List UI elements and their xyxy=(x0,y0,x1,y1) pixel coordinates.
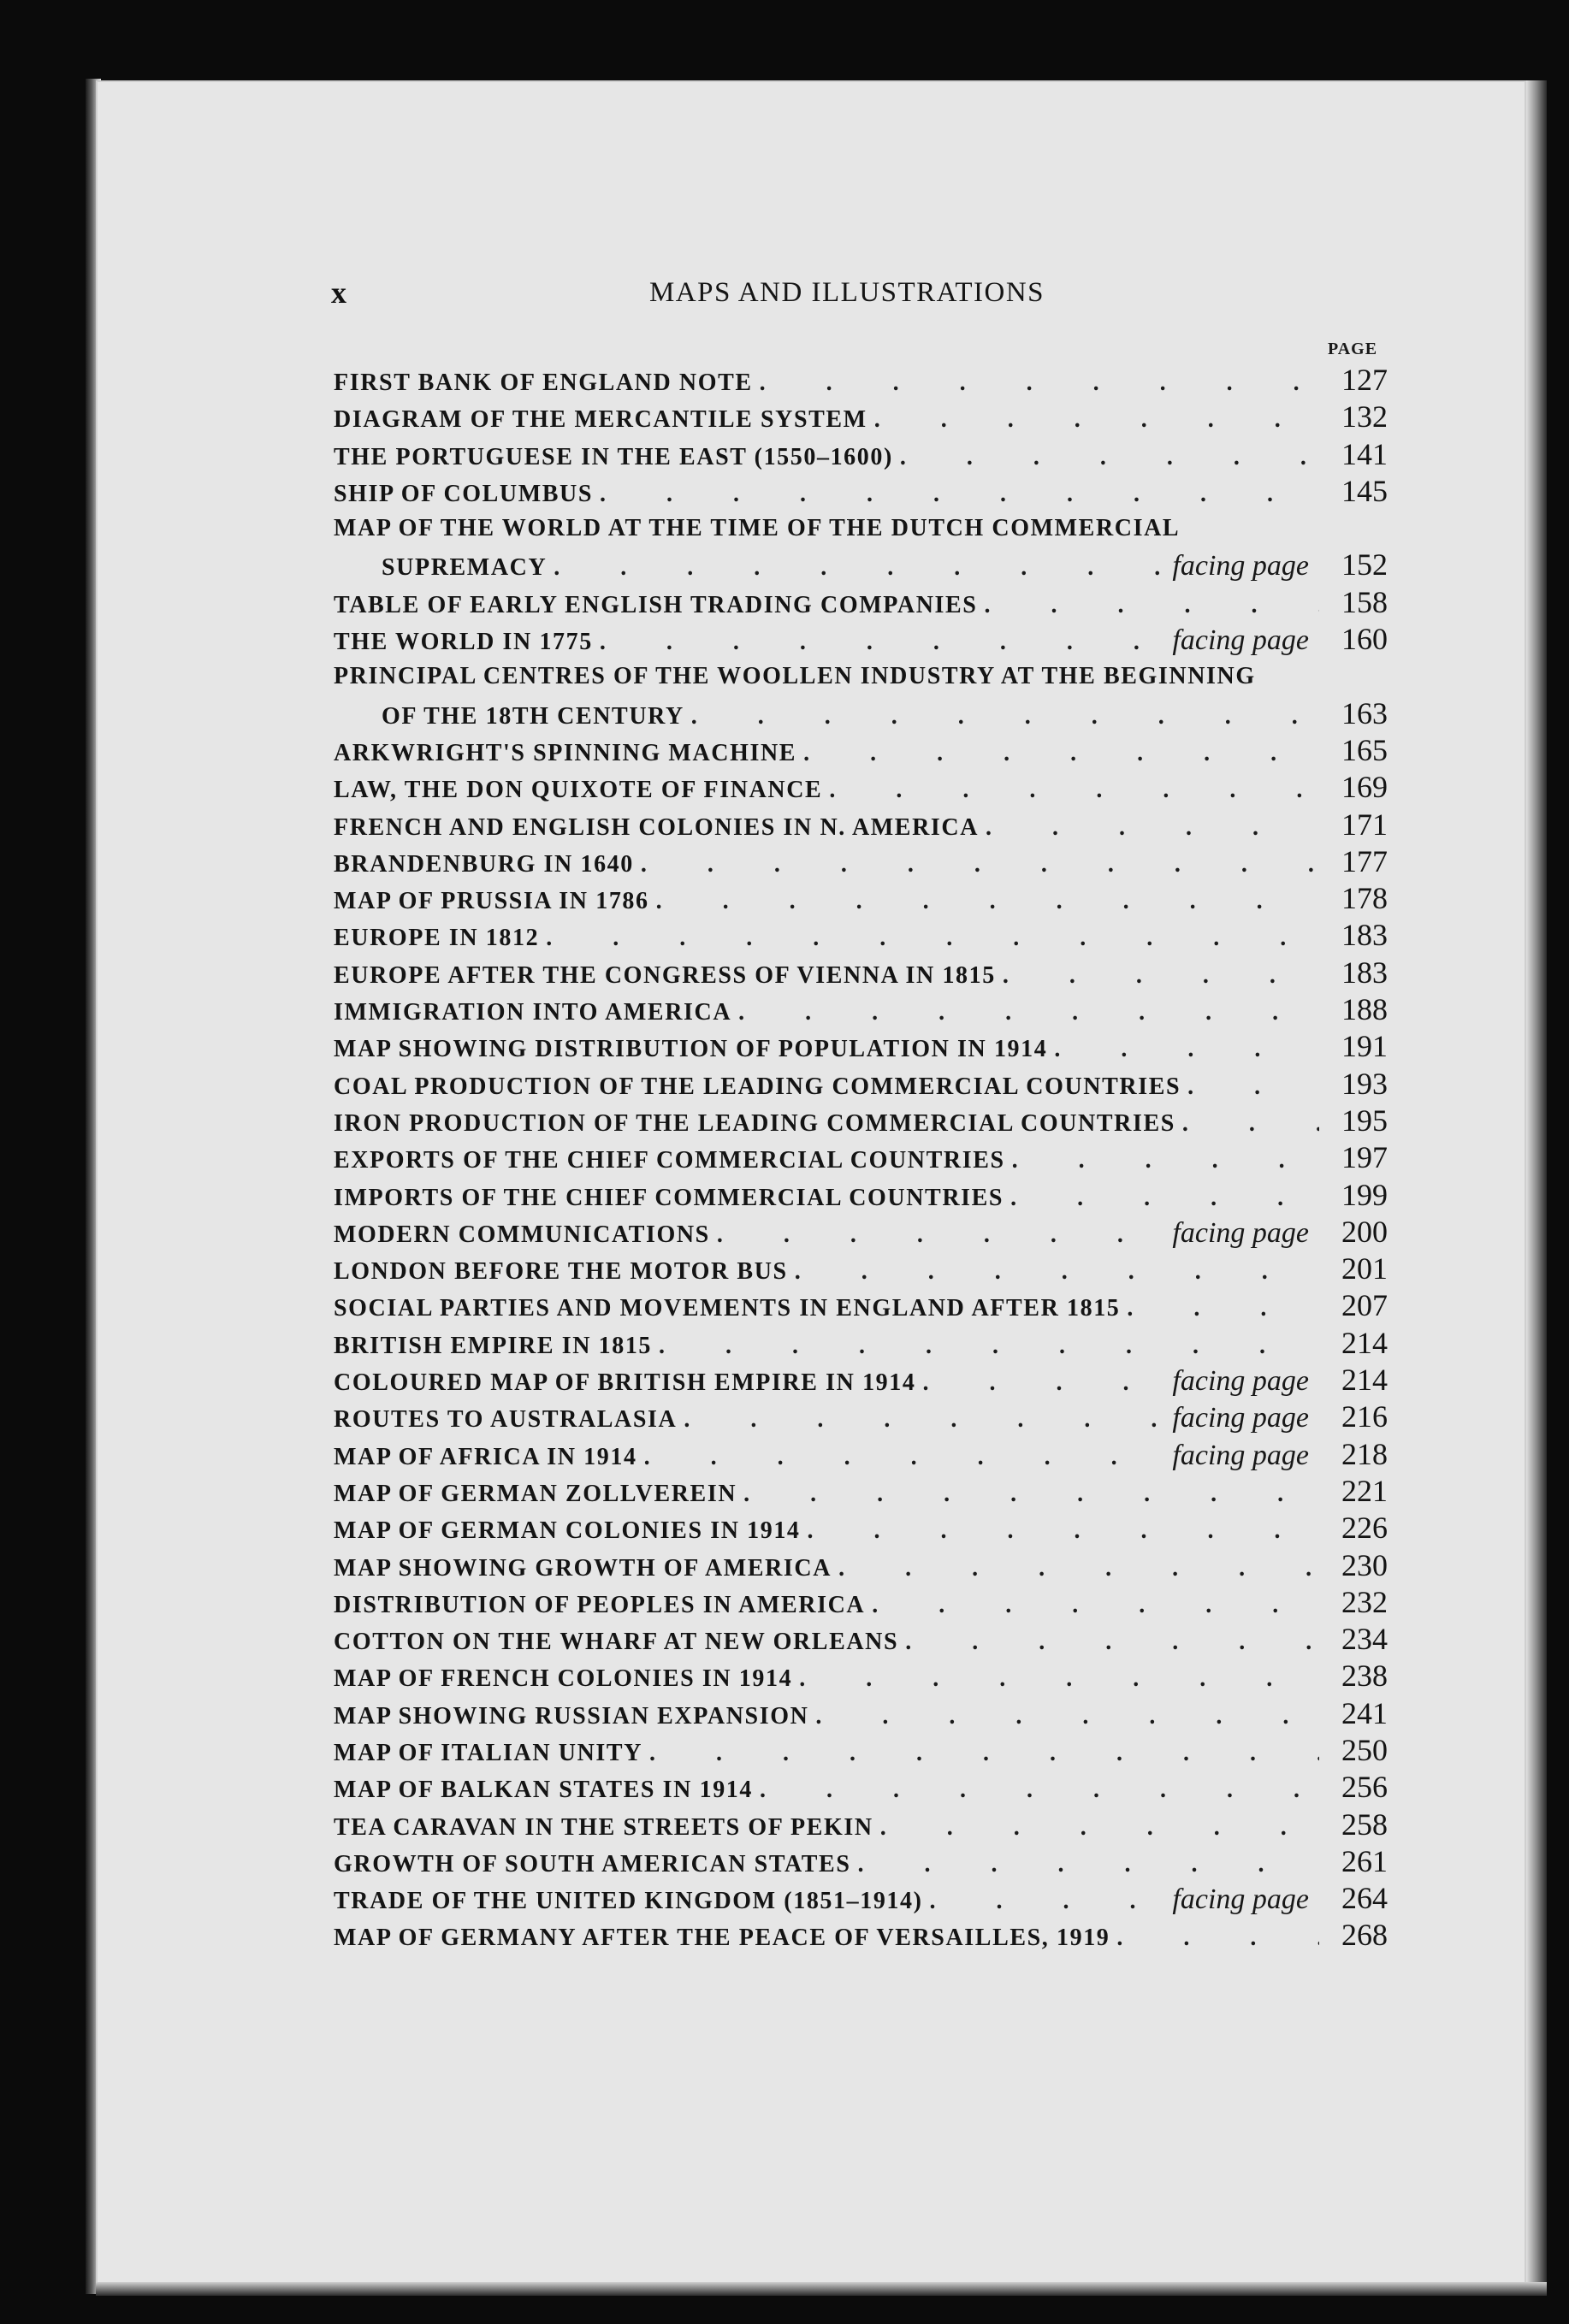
entry-title: EXPORTS OF THE CHIEF COMMERCIAL COUNTRIES xyxy=(334,1147,1005,1174)
entry-title: MAP OF GERMANY AFTER THE PEACE OF VERSAILLES, 1919 xyxy=(334,1925,1110,1952)
entry-title: MAP OF ITALIAN UNITY xyxy=(334,1739,643,1766)
entry-page-number: 165 xyxy=(1341,732,1388,767)
entry-page-number: 241 xyxy=(1341,1695,1388,1730)
entry-page-number: 199 xyxy=(1341,1177,1388,1212)
list-item xyxy=(334,1287,1388,1324)
entry-page-number: 234 xyxy=(1341,1622,1388,1657)
entry-title: SUPREMACY xyxy=(382,554,548,582)
entry-title: LAW, THE DON QUIXOTE OF FINANCE xyxy=(334,777,823,804)
list-item xyxy=(334,1436,1388,1473)
entry-page-number: 163 xyxy=(1341,695,1388,730)
entry-page-number: 258 xyxy=(1341,1807,1388,1842)
dot-leader xyxy=(649,1735,1319,1771)
list-item xyxy=(334,1177,1388,1214)
entry-page-number: 152 xyxy=(1341,547,1388,582)
entry-page-number: 132 xyxy=(1341,399,1388,435)
list-item xyxy=(334,1325,1388,1362)
list-item xyxy=(334,1807,1388,1843)
entry-title: MODERN COMMUNICATIONS xyxy=(334,1221,710,1248)
facing-page-note: facing page xyxy=(1172,1365,1309,1398)
dot-leader xyxy=(799,1660,1319,1697)
entry-title: ROUTES TO AUSTRALASIA xyxy=(334,1406,678,1434)
entry-title: IRON PRODUCTION OF THE LEADING COMMERCIAL COUNTRIES xyxy=(334,1109,1175,1137)
dot-leader xyxy=(900,439,1319,476)
list-item xyxy=(334,1103,1388,1139)
entry-title: GROWTH OF SOUTH AMERICAN STATES xyxy=(334,1850,851,1878)
list-item xyxy=(334,917,1388,954)
dot-leader xyxy=(815,1698,1319,1735)
entry-title: DIAGRAM OF THE MERCANTILE SYSTEM xyxy=(334,406,867,434)
dot-leader xyxy=(838,1550,1319,1587)
list-item xyxy=(334,1695,1388,1732)
facing-page-note: facing page xyxy=(1172,550,1309,582)
entry-title: MAP SHOWING RUSSIAN EXPANSION xyxy=(334,1702,809,1730)
dot-leader xyxy=(659,1328,1319,1364)
entry-title: IMPORTS OF THE CHIEF COMMERCIAL COUNTRIES xyxy=(334,1184,1004,1211)
entry-title: FIRST BANK OF ENGLAND NOTE xyxy=(334,370,753,396)
entry-title: MAP OF GERMAN ZOLLVEREIN xyxy=(334,1480,737,1507)
dot-leader xyxy=(880,1809,1319,1846)
list-item xyxy=(334,732,1388,769)
entry-title: ARKWRIGHT'S SPINNING MACHINE xyxy=(334,739,797,766)
dot-leader xyxy=(1012,1142,1319,1179)
dot-leader xyxy=(738,994,1319,1031)
entry-page-number: 158 xyxy=(1341,584,1388,619)
facing-page-note: facing page xyxy=(1172,1883,1309,1916)
entry-page-number: 193 xyxy=(1341,1066,1388,1101)
list-item xyxy=(334,1917,1388,1954)
dot-leader xyxy=(1054,1031,1319,1067)
list-item xyxy=(334,473,1388,510)
list-item xyxy=(334,1214,1388,1251)
entry-title: SOCIAL PARTIES AND MOVEMENTS IN ENGLAND AFTER 1815 xyxy=(334,1295,1121,1322)
entry-page-number: 238 xyxy=(1341,1659,1388,1694)
entry-title: COAL PRODUCTION OF THE LEADING COMMERCIAL COUNTRIES xyxy=(334,1073,1181,1100)
entry-page-number: 226 xyxy=(1341,1511,1388,1546)
dot-leader xyxy=(1187,1068,1319,1105)
dot-leader xyxy=(546,920,1319,956)
entry-page-number: 232 xyxy=(1341,1584,1388,1619)
entry-page-number: 200 xyxy=(1341,1214,1388,1249)
entry-page-number: 214 xyxy=(1341,1325,1388,1360)
dot-leader xyxy=(684,1401,1165,1438)
entry-page-number: 230 xyxy=(1341,1547,1388,1582)
entry-page-number: 127 xyxy=(1341,363,1388,397)
list-item xyxy=(334,1139,1388,1176)
list-item xyxy=(334,1399,1388,1435)
entry-page-number: 178 xyxy=(1341,881,1388,916)
list-item xyxy=(334,1510,1388,1546)
dot-leader xyxy=(984,587,1319,624)
list-item xyxy=(334,1732,1388,1769)
list-item xyxy=(334,621,1388,658)
entry-title: TRADE OF THE UNITED KINGDOM (1851–1914) xyxy=(334,1888,923,1915)
entry-page-number: 256 xyxy=(1341,1770,1388,1805)
entry-title: FRENCH AND ENGLISH COLONIES IN N. AMERICA xyxy=(334,813,980,841)
list-item xyxy=(334,1769,1388,1806)
list-item xyxy=(334,1547,1388,1584)
dot-leader xyxy=(986,809,1319,846)
entry-title: MAP OF BALKAN STATES IN 1914 xyxy=(334,1777,753,1804)
entry-title: IMMIGRATION INTO AMERICA xyxy=(334,999,732,1026)
list-item xyxy=(334,362,1388,399)
entry-page-number: 201 xyxy=(1341,1251,1388,1286)
dot-leader xyxy=(743,1475,1319,1512)
list-item xyxy=(334,1621,1388,1658)
entry-title: MAP SHOWING GROWTH OF AMERICA xyxy=(334,1554,832,1582)
entry-title: MAP OF THE WORLD AT THE TIME OF THE DUTCH COMMERCIAL xyxy=(334,515,1181,542)
entry-title: MAP OF FRENCH COLONIES IN 1914 xyxy=(334,1665,793,1693)
dot-leader xyxy=(554,549,1165,586)
list-item xyxy=(334,807,1388,843)
entry-page-number: 268 xyxy=(1341,1918,1388,1953)
dot-leader xyxy=(644,1439,1166,1475)
dot-leader xyxy=(1116,1919,1319,1956)
entry-page-number: 197 xyxy=(1341,1140,1388,1175)
entry-title: EUROPE IN 1812 xyxy=(334,925,540,952)
dot-leader xyxy=(1182,1105,1319,1142)
entry-page-number: 216 xyxy=(1341,1399,1388,1434)
page-folio: x xyxy=(331,275,346,310)
entry-page-number: 218 xyxy=(1341,1436,1388,1471)
entry-page-number: 160 xyxy=(1341,622,1388,657)
entry-title: MAP OF GERMAN COLONIES IN 1914 xyxy=(334,1517,801,1545)
dot-leader xyxy=(717,1216,1166,1253)
list-item xyxy=(334,436,1388,473)
list-item xyxy=(334,843,1388,880)
entry-page-number: 183 xyxy=(1341,918,1388,953)
entry-title: EUROPE AFTER THE CONGRESS OF VIENNA IN 1815 xyxy=(334,961,996,989)
entry-title: DISTRIBUTION OF PEOPLES IN AMERICA xyxy=(334,1591,866,1618)
dot-leader xyxy=(600,476,1319,512)
entry-title: THE WORLD IN 1775 xyxy=(334,629,593,656)
entry-title: BRANDENBURG IN 1640 xyxy=(334,850,634,878)
dot-leader xyxy=(760,364,1319,401)
entry-title: MAP OF PRUSSIA IN 1786 xyxy=(334,888,649,915)
list-item xyxy=(334,1362,1388,1399)
list-item xyxy=(334,1066,1388,1103)
dot-leader xyxy=(808,1512,1319,1549)
entry-page-number: 169 xyxy=(1341,770,1388,805)
entry-page-number: 191 xyxy=(1341,1029,1388,1064)
list-item xyxy=(334,1658,1388,1694)
facing-page-note: facing page xyxy=(1172,1216,1309,1249)
entry-page-number: 207 xyxy=(1341,1288,1388,1323)
page-right-edge xyxy=(1526,80,1547,2291)
dot-leader xyxy=(829,772,1319,808)
dot-leader xyxy=(803,735,1319,772)
list-item xyxy=(334,955,1388,991)
entry-page-number: 145 xyxy=(1341,473,1388,508)
entry-page-number: 188 xyxy=(1341,992,1388,1027)
facing-page-note: facing page xyxy=(1172,624,1309,657)
list-item xyxy=(334,1843,1388,1880)
entry-page-number: 171 xyxy=(1341,807,1388,842)
entry-page-number: 264 xyxy=(1341,1881,1388,1916)
list-item xyxy=(334,1473,1388,1510)
entry-title: BRITISH EMPIRE IN 1815 xyxy=(334,1332,653,1359)
entry-title: OF THE 18TH CENTURY xyxy=(382,702,684,730)
illustrations-list xyxy=(334,362,1388,1954)
dot-leader xyxy=(600,624,1166,660)
dot-leader xyxy=(656,883,1319,920)
entry-title: COTTON ON THE WHARF AT NEW ORLEANS xyxy=(334,1629,899,1656)
dot-leader xyxy=(930,1883,1166,1919)
list-item xyxy=(334,1584,1388,1621)
list-item xyxy=(334,510,1388,547)
entry-title: THE PORTUGUESE IN THE EAST (1550–1600) xyxy=(334,443,893,470)
list-item xyxy=(334,880,1388,917)
list-item xyxy=(334,695,1388,732)
entry-title: TEA CARAVAN IN THE STREETS OF PEKIN xyxy=(334,1813,873,1841)
list-item xyxy=(334,658,1388,695)
dot-leader xyxy=(1127,1290,1319,1327)
entry-page-number: 141 xyxy=(1341,436,1388,471)
list-item xyxy=(334,1028,1388,1065)
dot-leader xyxy=(905,1623,1319,1660)
entry-page-number: 250 xyxy=(1341,1732,1388,1767)
dot-leader xyxy=(691,698,1319,735)
running-head: MAPS AND ILLUSTRATIONS xyxy=(648,277,1045,308)
entry-page-number: 214 xyxy=(1341,1363,1388,1398)
entry-page-number: 221 xyxy=(1341,1473,1388,1508)
facing-page-note: facing page xyxy=(1172,1402,1309,1434)
dot-leader xyxy=(858,1846,1319,1883)
list-item xyxy=(334,1880,1388,1917)
dot-leader xyxy=(760,1771,1319,1808)
entry-page-number: 183 xyxy=(1341,955,1388,990)
list-item xyxy=(334,547,1388,583)
page-bottom-edge xyxy=(96,2282,1547,2296)
dot-leader xyxy=(1010,1180,1319,1216)
entry-title: MAP SHOWING DISTRIBUTION OF POPULATION IN 1914 xyxy=(334,1036,1048,1063)
entry-title: LONDON BEFORE THE MOTOR BUS xyxy=(334,1258,788,1286)
entry-page-number: 195 xyxy=(1341,1103,1388,1138)
facing-page-note: facing page xyxy=(1172,1439,1309,1471)
dot-leader xyxy=(874,401,1319,438)
entry-page-number: 261 xyxy=(1341,1843,1388,1878)
entry-title: COLOURED MAP OF BRITISH EMPIRE IN 1914 xyxy=(334,1369,916,1397)
entry-title: PRINCIPAL CENTRES OF THE WOOLLEN INDUSTRY AT THE BEGINNING xyxy=(334,663,1256,690)
dot-leader xyxy=(1003,957,1319,994)
list-item xyxy=(334,1251,1388,1287)
entry-page-number: 177 xyxy=(1341,843,1388,878)
list-item xyxy=(334,399,1388,435)
entry-title: SHIP OF COLUMBUS xyxy=(334,480,594,507)
entry-title: TABLE OF EARLY ENGLISH TRADING COMPANIES xyxy=(334,591,978,618)
entry-title: MAP OF AFRICA IN 1914 xyxy=(334,1443,637,1470)
page-column-heading: PAGE xyxy=(1328,340,1378,358)
dot-leader xyxy=(795,1253,1319,1290)
list-item xyxy=(334,991,1388,1028)
list-item xyxy=(334,769,1388,806)
dot-leader xyxy=(872,1587,1319,1623)
list-item xyxy=(334,584,1388,621)
dot-leader xyxy=(641,846,1319,883)
dot-leader xyxy=(922,1364,1165,1401)
